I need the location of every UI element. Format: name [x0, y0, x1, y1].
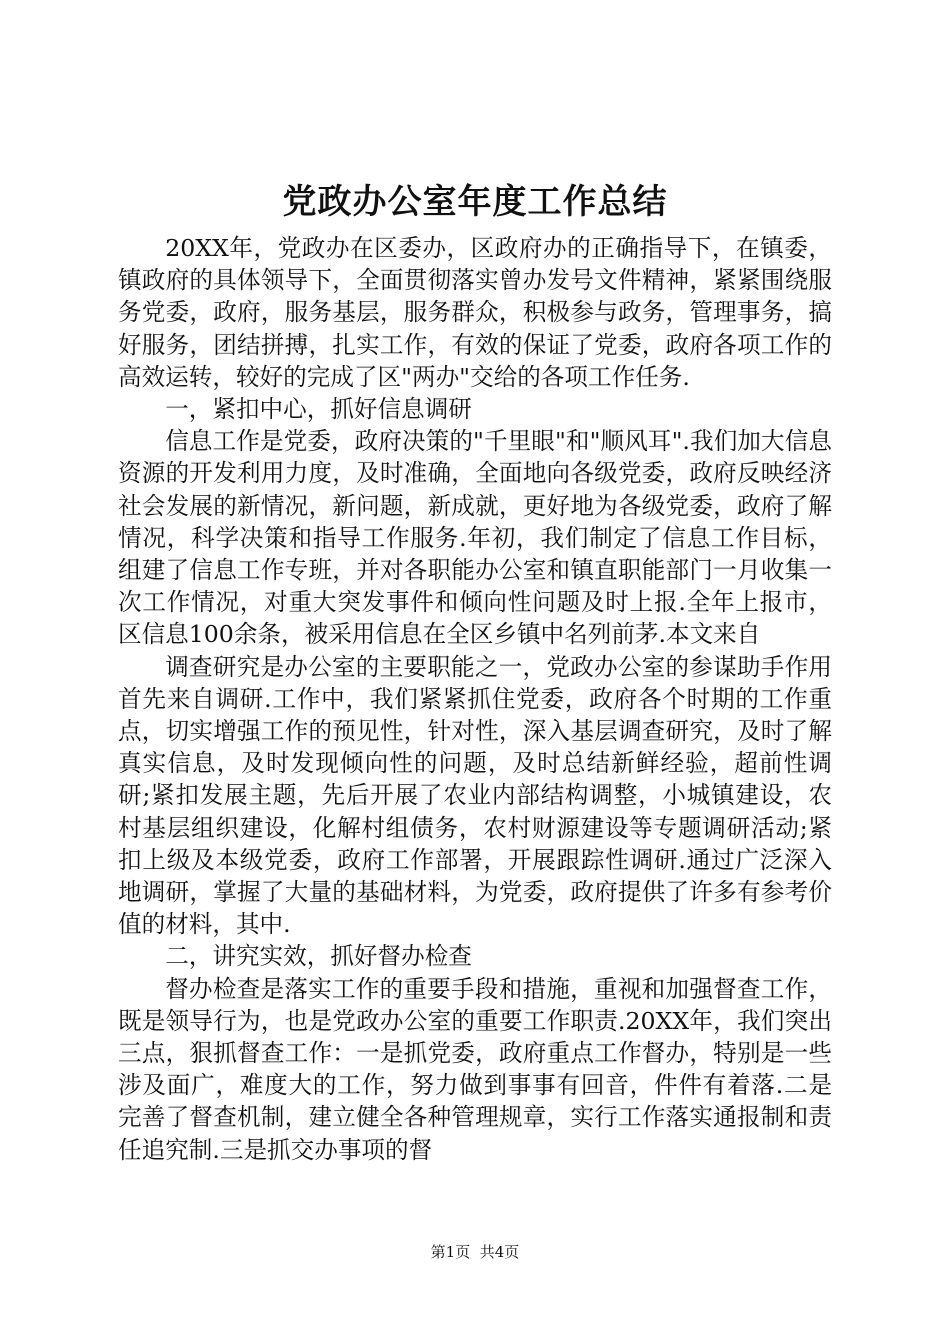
page-footer: [0, 1242, 950, 1262]
body-paragraph: 信息工作是党委，政府决策的"千里眼"和"顺风耳".我们加大信息资源的开发利用力度，及时准确，全面地向各级党委，政府反映经济社会发展的新情况，新问题，新成就，更好地为各级党委，政府了解情况，科学决策和指导工作服务.年初，我们制定了信息工作目标，组建了信息工作专班，并对各职能办公室和镇直职能部门一月收集一次工作情况，对重大突发事件和倾向性问题及时上报.全年上报市，区信息100余条，被采用信息在全区乡镇中名列前茅.本文来自: [118, 427, 832, 649]
body-paragraph: 调查研究是办公室的主要职能之一，党政办公室的参谋助手作用首先来自调研.工作中，我们紧紧抓住党委，政府各个时期的工作重点，切实增强工作的预见性，针对性，深入基层调查研究，及时了解真实信息，及时发现倾向性的问题，及时总结新鲜经验，超前性调研;紧扣发展主题，先后开展了农业内部结构调整，小城镇建设，农村基层组织建设，化解村组债务，农村财源建设等专题调研活动;紧扣上级及本级党委，政府工作部署，开展跟踪性调研.通过广泛深入地调研，掌握了大量的基础材料，为党委，政府提供了许多有参考价值的材料，其中.: [118, 652, 832, 939]
section-heading-2: 二，讲究实效，抓好督办检查: [165, 942, 472, 971]
body-paragraph: 督办检查是落实工作的重要手段和措施，重视和加强督查工作，既是领导行为，也是党政办公室的重要工作职责.20XX年，我们突出三点，狠抓督查工作：一是抓党委，政府重点工作督办，特别是一些涉及面广，难度大的工作，努力做到事事有回音，件件有着落.二是完善了督查机制，建立健全各种管理规章，实行工作落实通报制和责任追究制.三是抓交办事项的督: [118, 974, 832, 1164]
document-title: 党政办公室年度工作总结: [282, 182, 668, 222]
intro-paragraph: 20XX年，党政办在区委办，区政府办的正确指导下，在镇委，镇政府的具体领导下，全面贯彻落实曾办发号文件精神，紧紧围绕服务党委，政府，服务基层，服务群众，积极参与政务，管理事务，搞好服务，团结拼搏，扎实工作，有效的保证了党委，政府各项工作的高效运转，较好的完成了区"两办"交给的各项工作任务.: [118, 234, 832, 391]
document-body: [118, 232, 832, 1166]
page-number: 第1页: [430, 1243, 471, 1261]
section-heading-1: 一，紧扣中心，抓好信息调研: [165, 395, 472, 424]
page-total: 共4页: [479, 1243, 520, 1261]
